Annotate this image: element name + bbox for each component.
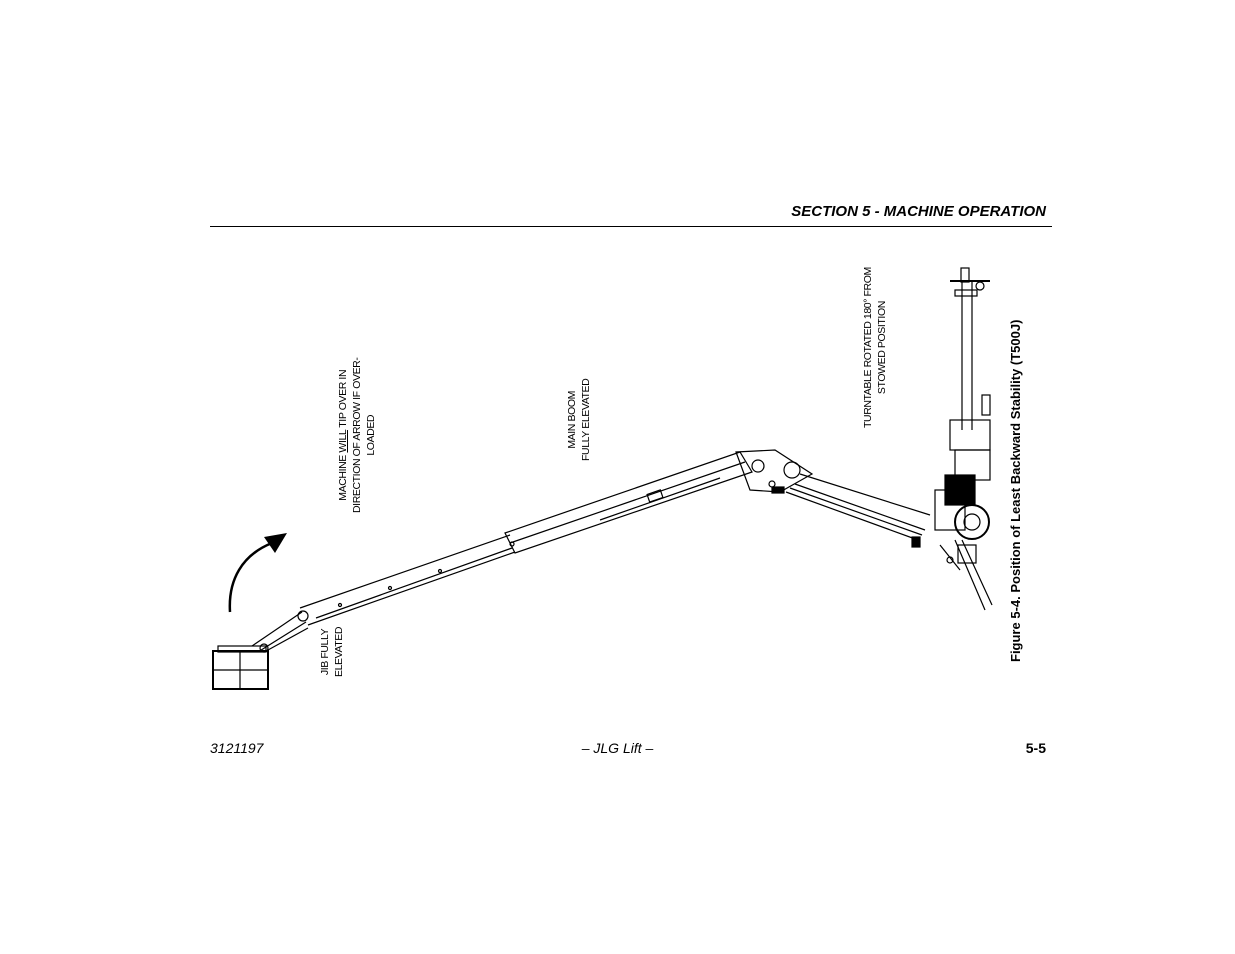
turntable-label: TURNTABLE ROTATED 180° FROM STOWED POSITION bbox=[862, 267, 888, 428]
turntable-assembly bbox=[935, 268, 992, 610]
tip-over-arrowhead bbox=[264, 533, 287, 553]
main-boom-fly bbox=[300, 535, 515, 625]
doc-number: 3121197 bbox=[210, 740, 264, 756]
main-boom-label: MAIN BOOM FULLY ELEVATED bbox=[566, 378, 592, 461]
tip-over-label: MACHINE WILL TIP OVER IN DIRECTION OF ARROW IF OVER- LOADED bbox=[337, 357, 377, 513]
lower-boom bbox=[786, 474, 930, 547]
tip-over-arrow bbox=[230, 543, 272, 612]
figure-caption: Figure 5-4. Position of Least Backward Stability (T500J) bbox=[1008, 319, 1023, 662]
footer-brand: – JLG Lift – bbox=[581, 740, 654, 756]
jib bbox=[252, 611, 308, 652]
page-number: 5-5 bbox=[1025, 740, 1046, 756]
jib-label: JIB FULLY ELEVATED bbox=[319, 626, 345, 677]
main-boom-base bbox=[505, 452, 752, 553]
platform-basket bbox=[213, 646, 268, 689]
section-title: SECTION 5 - MACHINE OPERATION bbox=[791, 203, 1046, 220]
